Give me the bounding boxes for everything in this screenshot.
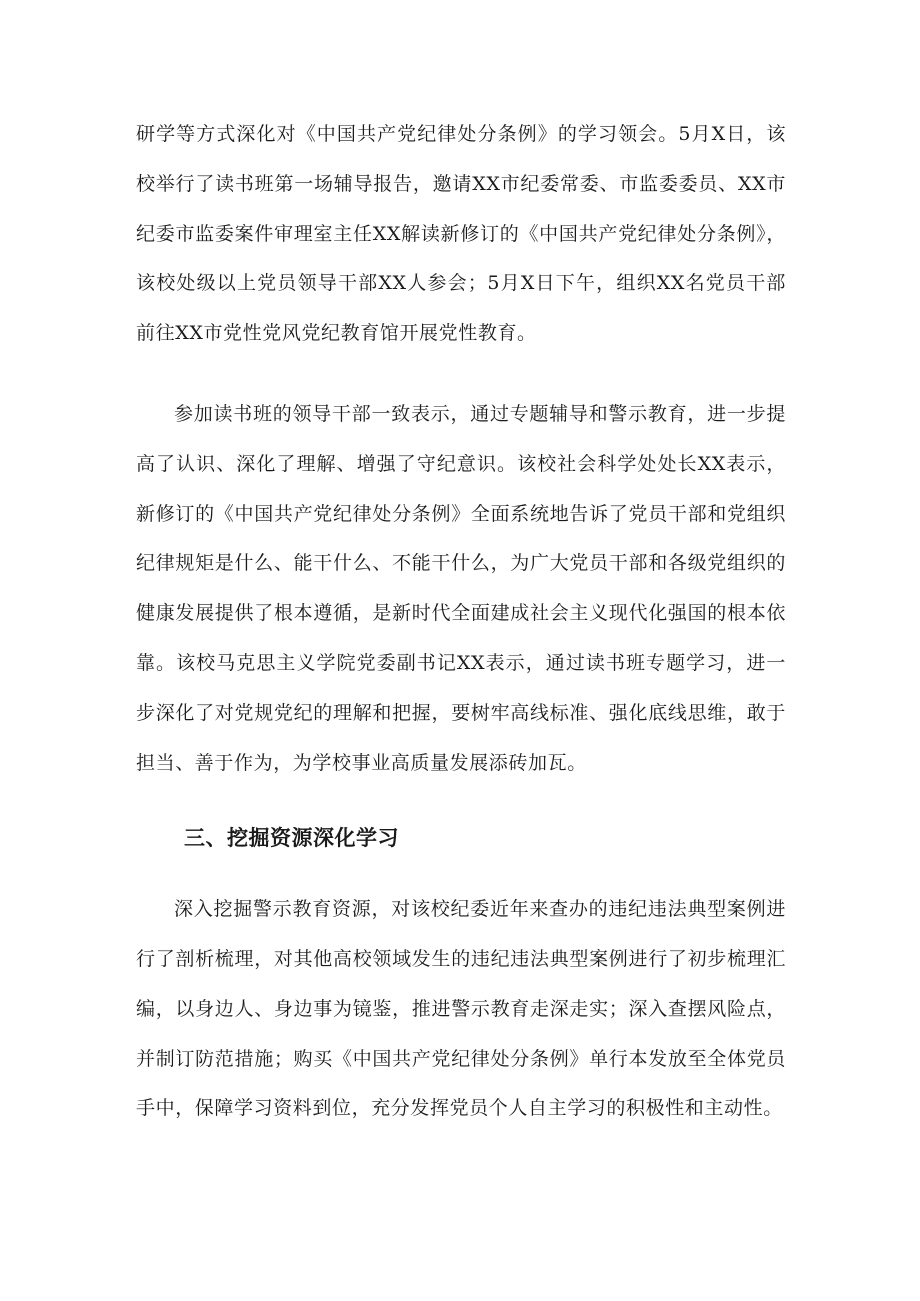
paragraph-warning-education: 深入挖掘警示教育资源，对该校纪委近年来查办的违纪违法典型案例进行了剖析梳理，对其他高校领域发生的违纪违法典型案例进行了初步梳理汇编，以身边人、身边事为镜鉴，推进警示教育走深走实；深入查摆风险点，并制订防范措施；购买《中国共产党纪律处分条例》单行本发放至全体党员手中，保障学习资料到位，充分发挥党员个人自主学习的积极性和主动性。 xyxy=(136,898,786,1120)
heading-spacer-top xyxy=(136,788,786,814)
heading-spacer-bottom xyxy=(136,864,786,885)
section-heading: 三、挖掘资源深化学习 xyxy=(184,826,399,851)
paragraph-continued: 研学等方式深化对《中国共产党纪律处分条例》的学习领会。5月X日，该校举行了读书班第一场辅导报告，邀请XX市纪委常委、市监委委员、XX市纪委市监委案件审理室主任XX解读新修订的《中国共产党纪律处分条例》，该校处级以上党员领导干部XX人参会；5月X日下午，组织XX名党员干部前往XX市党性党风党纪教育馆开展党性教育。 xyxy=(136,123,786,345)
document-body xyxy=(136,110,786,1134)
paragraph-spacer xyxy=(136,359,786,390)
paragraph-reading-class-feedback: 参加读书班的领导干部一致表示，通过专题辅导和警示教育，进一步提高了认识、深化了理解、增强了守纪意识。该校社会科学处处长XX表示，新修订的《中国共产党纪律处分条例》全面系统地告诉了党员干部和党组织纪律规矩是什么、能干什么、不能干什么，为广大党员干部和各级党组织的健康发展提供了根本遵循，是新时代全面建成社会主义现代化强国的根本依靠。该校马克思主义学院党委副书记XX表示，通过读书班专题学习，进一步深化了对党规党纪的理解和把握，要树牢高线标准、强化底线思维，敢于担当、善于作为，为学校事业高质量发展添砖加瓦。 xyxy=(136,402,786,774)
